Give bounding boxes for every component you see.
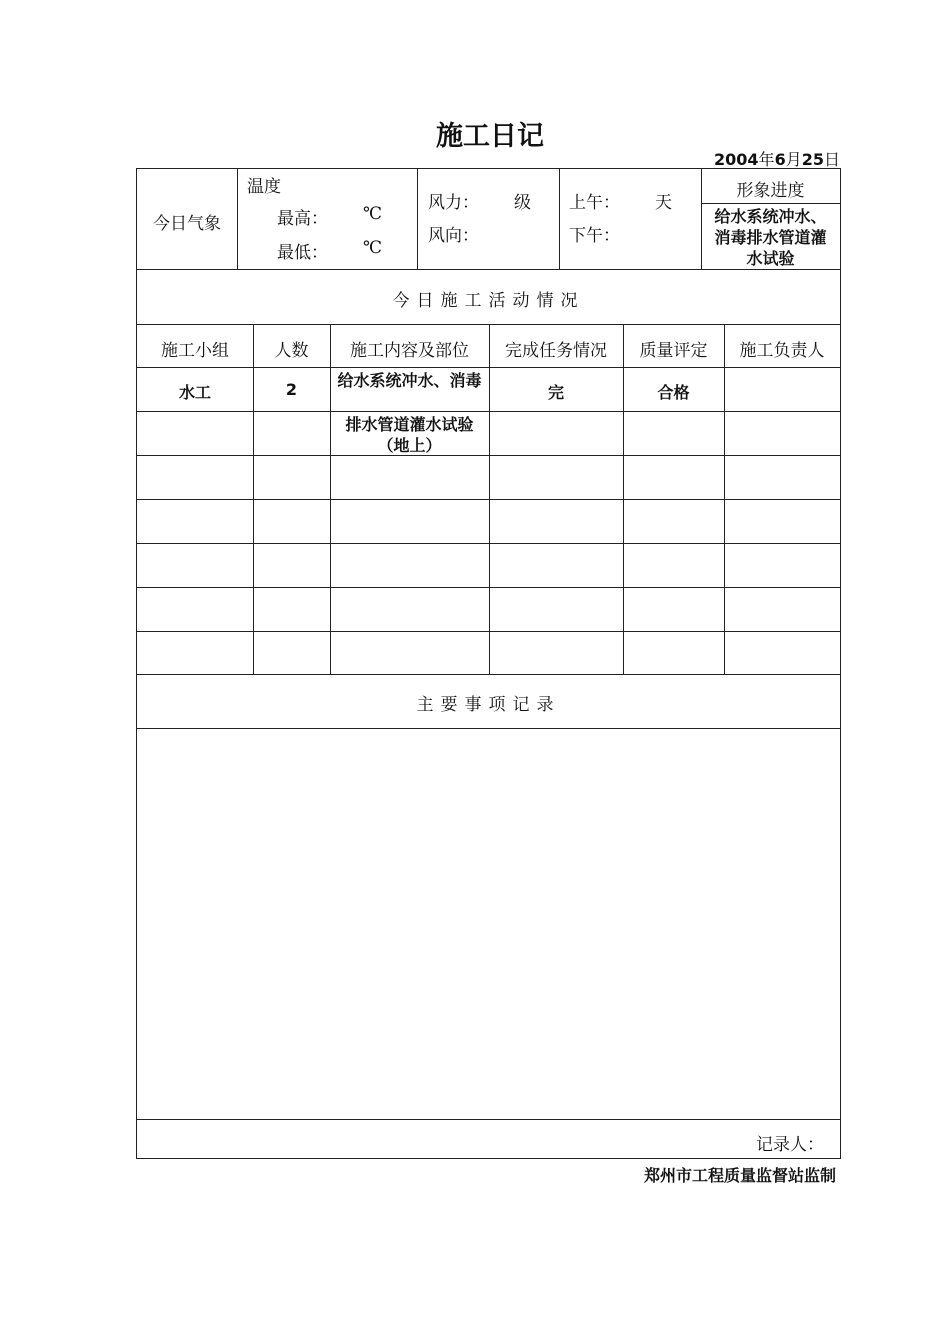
high-temp-label: 最高： bbox=[277, 209, 328, 229]
col-header-content: 施工内容及部位 bbox=[350, 341, 469, 361]
rule-v-weather-1 bbox=[237, 169, 238, 269]
activity-section-title: 今日施工活动情况 bbox=[392, 291, 585, 311]
low-temp-label: 最低： bbox=[277, 243, 328, 263]
progress-value: 给水系统冲水、消毒排水管道灌水试验 bbox=[714, 207, 827, 268]
rule-v-col-5 bbox=[724, 324, 725, 674]
low-temp-unit: ℃ bbox=[363, 238, 383, 258]
temp-label: 温度 bbox=[247, 177, 281, 197]
weather-label: 今日气象 bbox=[153, 214, 221, 234]
rule-v-weather-2 bbox=[417, 169, 418, 269]
row1-group: 水工 bbox=[178, 383, 211, 402]
morning-value: 天 bbox=[655, 193, 672, 213]
date-year-unit: 年 bbox=[758, 150, 775, 169]
col-header-lead: 施工负责人 bbox=[739, 341, 825, 361]
row1-quality: 合格 bbox=[657, 383, 690, 402]
date-day-unit: 日 bbox=[823, 150, 840, 169]
rule-v-weather-3 bbox=[559, 169, 560, 269]
progress-label: 形象进度 bbox=[736, 181, 805, 201]
page-title: 施工日记 bbox=[436, 121, 544, 152]
col-header-status: 完成任务情况 bbox=[505, 341, 607, 361]
date-month-unit: 月 bbox=[785, 150, 802, 169]
rule-row7 bbox=[137, 674, 840, 675]
diary-form bbox=[136, 168, 841, 1159]
col-header-count: 人数 bbox=[274, 341, 309, 361]
recorder-label: 记录人： bbox=[756, 1135, 824, 1155]
date-year: 2004 bbox=[714, 150, 759, 169]
date-month: 6 bbox=[774, 150, 786, 169]
col-header-group: 施工小组 bbox=[161, 341, 229, 361]
row1-content: 给水系统冲水、消毒 bbox=[337, 371, 482, 390]
rule-v-col-4 bbox=[623, 324, 624, 674]
rule-records-header bbox=[137, 728, 840, 729]
rule-v-col-1 bbox=[253, 324, 254, 674]
col-header-quality: 质量评定 bbox=[639, 341, 708, 361]
issuer-footer: 郑州市工程质量监督站监制 bbox=[643, 1166, 836, 1185]
wind-force-unit: 级 bbox=[514, 193, 531, 213]
rule-v-col-3 bbox=[489, 324, 490, 674]
high-temp-unit: ℃ bbox=[363, 204, 383, 224]
date-day: 25 bbox=[801, 150, 824, 169]
row1-status: 完 bbox=[547, 383, 564, 402]
rule-weather-bottom bbox=[137, 269, 840, 270]
rule-recorder bbox=[137, 1119, 840, 1120]
rule-v-col-2 bbox=[330, 324, 331, 674]
records-section-title: 主要事项记录 bbox=[416, 695, 561, 715]
morning-label: 上午： bbox=[569, 193, 620, 213]
rule-progress-header bbox=[701, 203, 840, 204]
wind-force-label: 风力： bbox=[428, 193, 479, 213]
diary-date bbox=[714, 147, 840, 170]
afternoon-label: 下午： bbox=[569, 226, 620, 246]
row2-content: 排水管道灌水试验（地上） bbox=[345, 415, 474, 455]
wind-direction-label: 风向： bbox=[428, 226, 479, 246]
row1-count: 2 bbox=[285, 380, 298, 399]
